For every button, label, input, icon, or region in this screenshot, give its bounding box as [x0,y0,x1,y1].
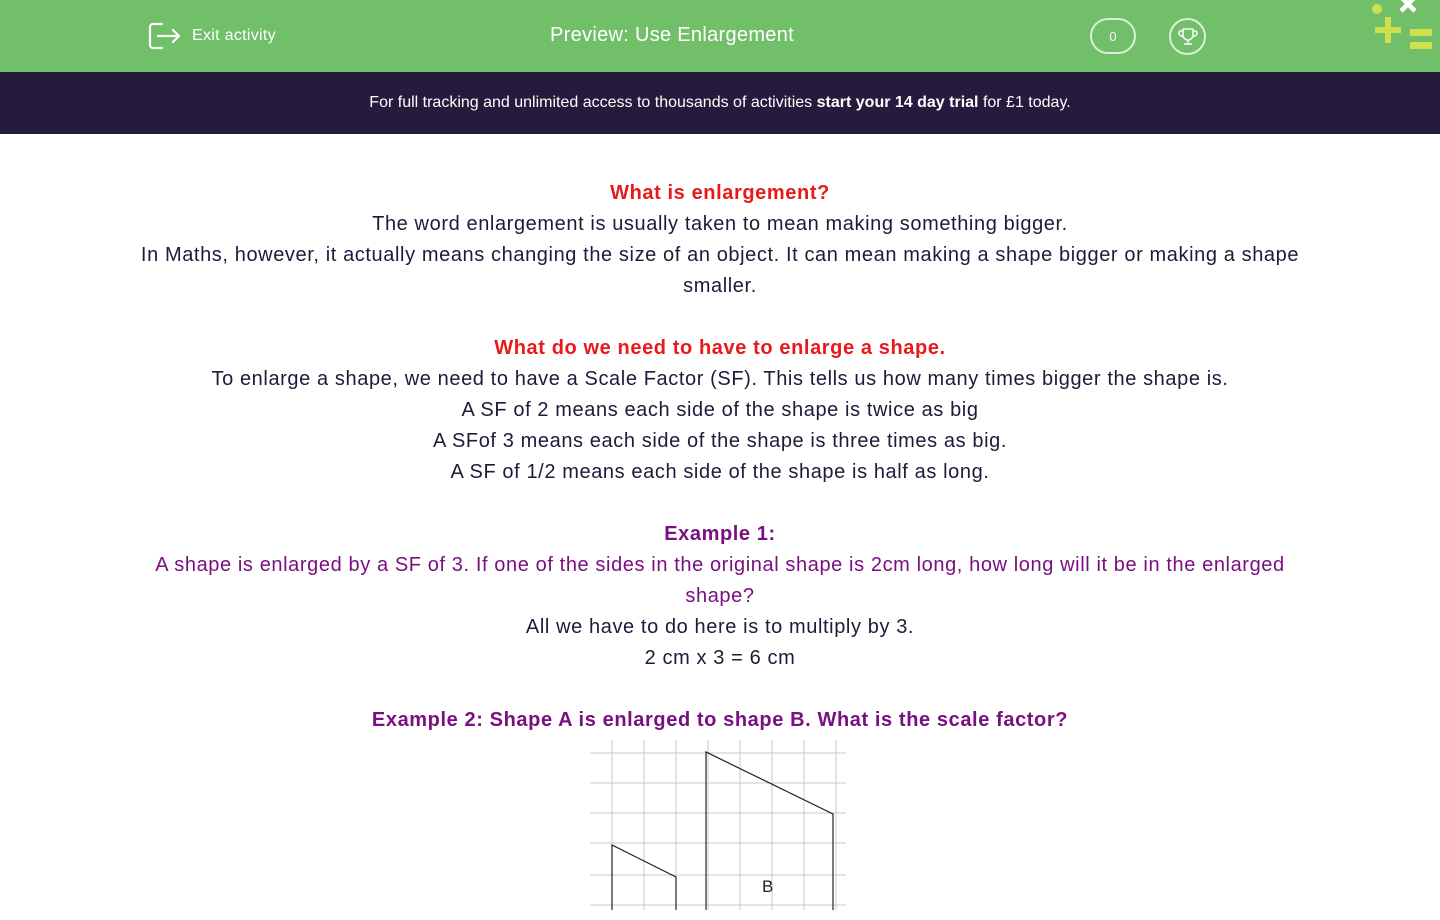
paragraph: In Maths, however, it actually means changing the size of an object. It can mean making a shape bigger or making a shape smaller. [140,244,1300,297]
paragraph: 2 cm x 3 = 6 cm [644,647,796,669]
enlargement-grid-figure [590,740,850,910]
exit-icon [148,21,182,51]
exit-activity-label: Exit activity [192,27,276,44]
page-title: Preview: Use Enlargement [550,24,794,46]
example-heading: Example 2: Shape A is enlarged to shape B. What is the scale factor? [371,709,1069,731]
score-counter [1090,18,1136,54]
lesson-content [140,178,1300,920]
paragraph: A SF of 2 means each side of the shape is twice as big [461,399,979,421]
paragraph: A SFof 3 means each side of the shape is three times as big. [432,430,1008,452]
score-value: 0 [1109,28,1117,44]
trophy-icon [1176,25,1200,49]
paragraph: All we have to do here is to multiply by 3. [525,616,915,638]
section-heading: What is enlargement? [610,182,830,204]
top-bar [0,0,1440,72]
paragraph: The word enlargement is usually taken to mean making something bigger. [372,213,1068,235]
trial-banner [0,72,1440,134]
banner-text: For full tracking and unlimited access to thousands of activities [369,94,813,111]
shape-b-label: B [762,877,774,896]
paragraph: A SF of 1/2 means each side of the shape is half as long. [450,461,990,483]
banner-text-end: for £1 today. [982,94,1071,111]
plus-minus-times-equals-logo [1368,0,1440,56]
exit-activity-button[interactable] [148,20,276,52]
trophy-button[interactable] [1169,18,1206,55]
grid-lines [590,740,846,910]
trial-link[interactable]: start your 14 day trial [816,94,979,111]
paragraph: To enlarge a shape, we need to have a Scale Factor (SF). This tells us how many times bigger the shape is. [211,368,1229,390]
example-question: A shape is enlarged by a SF of 3. If one of the sides in the original shape is 2cm long, how long will it be in the enlarged shape? [155,554,1285,607]
section-heading: What do we need to have to enlarge a shape. [494,337,946,359]
example-heading: Example 1: [664,523,776,545]
